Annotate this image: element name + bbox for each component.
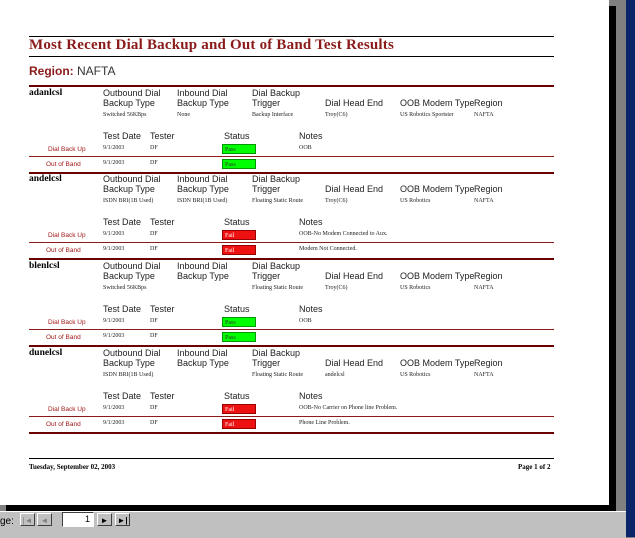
dial-tester: DF — [150, 231, 158, 237]
site-name: blenlcsl — [29, 261, 60, 271]
header-test-date: Test Date — [103, 217, 142, 227]
site-name: adanlcsl — [29, 88, 63, 98]
oob-notes: Phone Line Problem. — [299, 420, 350, 426]
footer-date: Tuesday, September 02, 2003 — [29, 463, 116, 471]
dial-test-date: 9/1/2003 — [103, 318, 125, 324]
header-region: Region — [474, 98, 503, 108]
row-separator — [29, 416, 554, 417]
header-dial-head-end: Dial Head End — [325, 271, 384, 281]
oob-test-date: 9/1/2003 — [103, 420, 125, 426]
value-region: NAFTA — [474, 285, 494, 291]
title-bottom-rule — [29, 56, 554, 57]
region-heading — [29, 64, 115, 78]
oob-tester: DF — [150, 160, 158, 166]
dial-status-badge: Fail — [222, 404, 256, 414]
value-head-end: andelcsl — [325, 372, 345, 378]
header-inbound-dial-backup-type: Inbound Dial Backup Type — [177, 261, 229, 281]
row-label-out-of-band: Out of Band — [46, 161, 81, 168]
row-label-dial-back-up: Dial Back Up — [48, 406, 86, 413]
header-outbound-dial-backup-type: Outbound Dial Backup Type — [103, 88, 161, 108]
value-outbound-type: Switched 56KBps — [103, 285, 147, 291]
value-inbound-type: None — [177, 112, 190, 118]
header-dial-backup-trigger: Dial Backup Trigger — [252, 261, 301, 281]
dial-test-date: 9/1/2003 — [103, 405, 125, 411]
header-notes: Notes — [299, 217, 323, 227]
row-separator — [29, 242, 554, 243]
footer-page-number: Page 1 of 2 — [518, 463, 551, 471]
oob-status-badge: Pass — [222, 159, 256, 169]
row-label-out-of-band: Out of Band — [46, 247, 81, 254]
header-inbound-dial-backup-type: Inbound Dial Backup Type — [177, 88, 229, 108]
row-label-out-of-band: Out of Band — [46, 421, 81, 428]
value-head-end: Troy(C6) — [325, 285, 348, 291]
header-status: Status — [224, 131, 250, 141]
dial-status-badge: Fail — [222, 230, 256, 240]
oob-tester: DF — [150, 420, 158, 426]
page-shadow-right — [609, 6, 616, 511]
site-name: dunelcsl — [29, 348, 63, 358]
value-outbound-type: ISDN BRI(1B Used) — [103, 198, 154, 204]
region-value: NAFTA — [77, 64, 116, 78]
header-oob-modem-type: OOB Modem Type — [400, 358, 475, 368]
report-title: Most Recent Dial Backup and Out of Band Test Results — [29, 37, 395, 53]
last-page-button[interactable]: ►| — [115, 513, 130, 526]
header-notes: Notes — [299, 391, 323, 401]
row-label-dial-back-up: Dial Back Up — [48, 146, 86, 153]
header-region: Region — [474, 184, 503, 194]
region-rule — [29, 85, 554, 87]
oob-status-badge: Pass — [222, 332, 256, 342]
value-trigger: Backup Interface — [252, 112, 294, 118]
row-label-out-of-band: Out of Band — [46, 334, 81, 341]
page-label: ge: — [0, 516, 14, 527]
value-region: NAFTA — [474, 112, 494, 118]
header-dial-backup-trigger: Dial Backup Trigger — [252, 88, 301, 108]
header-tester: Tester — [150, 391, 175, 401]
header-test-date: Test Date — [103, 391, 142, 401]
dial-notes: OOB-No Carrier on Phone line Problem. — [299, 405, 398, 411]
dial-status-badge: Pass — [222, 144, 256, 154]
header-outbound-dial-backup-type: Outbound Dial Backup Type — [103, 174, 161, 194]
header-inbound-dial-backup-type: Inbound Dial Backup Type — [177, 348, 229, 368]
value-inbound-type: ISDN BRI(1B Used) — [177, 198, 228, 204]
header-dial-head-end: Dial Head End — [325, 184, 384, 194]
dial-notes: OOB-No Modem Connected to Aux. — [299, 231, 388, 237]
value-oob-modem: US Robotics — [400, 198, 431, 204]
previous-page-button[interactable]: ◄ — [37, 513, 52, 526]
value-oob-modem: US Robotics Sportster — [400, 112, 454, 118]
header-test-date: Test Date — [103, 304, 142, 314]
title-top-rule — [29, 36, 554, 37]
header-dial-backup-trigger: Dial Backup Trigger — [252, 348, 301, 368]
header-outbound-dial-backup-type: Outbound Dial Backup Type — [103, 261, 161, 281]
page-number-input[interactable]: 1 — [62, 512, 94, 527]
header-notes: Notes — [299, 304, 323, 314]
header-region: Region — [474, 358, 503, 368]
oob-status-badge: Fail — [222, 245, 256, 255]
dial-test-date: 9/1/2003 — [103, 145, 125, 151]
value-head-end: Troy(C6) — [325, 198, 348, 204]
header-test-date: Test Date — [103, 131, 142, 141]
region-label: Region: — [29, 64, 74, 78]
dial-tester: DF — [150, 318, 158, 324]
value-oob-modem: US Robotics — [400, 372, 431, 378]
row-separator — [29, 329, 554, 330]
header-region: Region — [474, 271, 503, 281]
header-tester: Tester — [150, 217, 175, 227]
dial-notes: OOB — [299, 145, 312, 151]
header-status: Status — [224, 304, 250, 314]
next-page-button[interactable]: ► — [97, 513, 112, 526]
row-label-dial-back-up: Dial Back Up — [48, 232, 86, 239]
footer-rule — [29, 458, 554, 459]
header-oob-modem-type: OOB Modem Type — [400, 184, 475, 194]
value-region: NAFTA — [474, 372, 494, 378]
value-oob-modem: US Robotics — [400, 285, 431, 291]
oob-test-date: 9/1/2003 — [103, 333, 125, 339]
header-oob-modem-type: OOB Modem Type — [400, 271, 475, 281]
header-outbound-dial-backup-type: Outbound Dial Backup Type — [103, 348, 161, 368]
header-notes: Notes — [299, 131, 323, 141]
header-tester: Tester — [150, 131, 175, 141]
dial-status-badge: Pass — [222, 317, 256, 327]
value-trigger: Floating Static Route — [252, 198, 303, 204]
site-separator — [29, 258, 554, 260]
value-head-end: Troy(C6) — [325, 112, 348, 118]
dial-notes: OOB — [299, 318, 312, 324]
value-trigger: Floating Static Route — [252, 285, 303, 291]
header-tester: Tester — [150, 304, 175, 314]
oob-tester: DF — [150, 246, 158, 252]
value-region: NAFTA — [474, 198, 494, 204]
header-inbound-dial-backup-type: Inbound Dial Backup Type — [177, 174, 229, 194]
window-border-right — [626, 0, 635, 537]
oob-test-date: 9/1/2003 — [103, 160, 125, 166]
oob-tester: DF — [150, 333, 158, 339]
site-name: andelcsl — [29, 174, 62, 184]
site-separator — [29, 345, 554, 347]
header-status: Status — [224, 217, 250, 227]
value-trigger: Floating Static Route — [252, 372, 303, 378]
dial-tester: DF — [150, 145, 158, 151]
dial-tester: DF — [150, 405, 158, 411]
row-label-dial-back-up: Dial Back Up — [48, 319, 86, 326]
value-outbound-type: ISDN BRI(1B Used) — [103, 372, 154, 378]
header-status: Status — [224, 391, 250, 401]
row-separator — [29, 156, 554, 157]
header-dial-head-end: Dial Head End — [325, 98, 384, 108]
oob-status-badge: Fail — [222, 419, 256, 429]
header-dial-backup-trigger: Dial Backup Trigger — [252, 174, 301, 194]
header-dial-head-end: Dial Head End — [325, 358, 384, 368]
oob-notes: Modem Not Connected. — [299, 246, 357, 252]
header-oob-modem-type: OOB Modem Type — [400, 98, 475, 108]
value-outbound-type: Switched 56KBps — [103, 112, 147, 118]
site-separator — [29, 432, 554, 434]
dial-test-date: 9/1/2003 — [103, 231, 125, 237]
first-page-button[interactable]: |◄ — [20, 513, 35, 526]
oob-test-date: 9/1/2003 — [103, 246, 125, 252]
